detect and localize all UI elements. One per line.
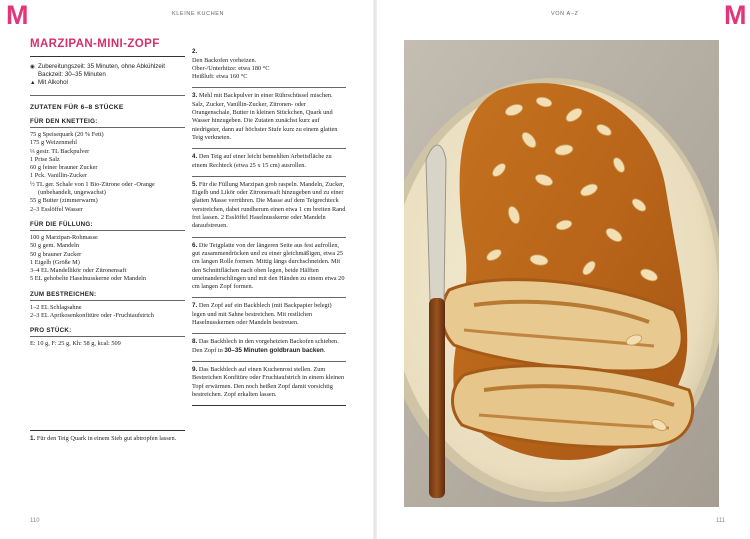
page-number-right: 111 bbox=[716, 518, 726, 524]
step-1 bbox=[30, 431, 185, 449]
prep-time: Zubereitungszeit: 35 Minuten, ohne Abkühlzeit bbox=[38, 63, 165, 70]
step-number: 3. bbox=[192, 92, 198, 100]
running-head-right: VON A–Z bbox=[551, 11, 579, 17]
divider bbox=[192, 405, 346, 406]
ingredient-item: 175 g Weizenmehl bbox=[30, 139, 77, 147]
ingredient-item: ⅓ gestr. TL Backpulver bbox=[30, 147, 90, 155]
step-text: Mehl mit Backpulver in einer Rührschüssel mischen. Salz, Zucker, Vanillin-Zucker, Zitronen- oder Orangenschale, Butter in kleinen Stückchen, Quark und Wasser hinzugeben. Die Zutaten zunächst kurz auf niedrigster, dann auf höchster Stufe kurz zu einem glatten Teig verkneten. bbox=[192, 92, 338, 141]
nutrition-values: E: 10 g, F: 25 g, Kh: 58 g, kcal: 509 bbox=[30, 340, 121, 348]
ingredient-item: 1 Pck. Vanillin-Zucker bbox=[30, 172, 88, 180]
alcohol-note: Mit Alkohol bbox=[38, 79, 68, 86]
ingredient-item: 50 g gem. Mandeln bbox=[30, 242, 79, 250]
ingredient-item: (unbehandelt, ungewachst) bbox=[38, 189, 106, 197]
alcohol-icon: ▲ bbox=[30, 80, 36, 86]
step-text: Den Zopf auf ein Backblech (mit Backpapier belegt) legen und mit Sahne bestreichen. Mit restlichen Haselnusskernen oder Mandeln bestreuen. bbox=[192, 302, 332, 327]
glaze-heading: ZUM BESTREICHEN: bbox=[30, 290, 97, 298]
divider bbox=[30, 230, 185, 231]
ingredient-item: 2–3 EL Aprikosenkonfitüre oder -Fruchtaufstrich bbox=[30, 312, 154, 320]
ingredient-item: 50 g brauner Zucker bbox=[30, 250, 82, 258]
ingredients-column bbox=[30, 38, 185, 349]
divider bbox=[30, 300, 185, 301]
divider bbox=[30, 56, 185, 57]
step-1-block bbox=[30, 430, 185, 449]
alphabet-tab-left: M bbox=[6, 0, 29, 30]
ingredient-item: 55 g Butter (zimmerwarm) bbox=[30, 197, 98, 205]
ingredient-item: 2–3 Esslöffel Wasser bbox=[30, 205, 83, 213]
step-8 bbox=[192, 334, 346, 361]
step-text: Den Backofen vorheizen. Ober-/Unterhitze: etwa 180 °C Heißluft: etwa 160 °C bbox=[192, 56, 270, 81]
step-number: 5. bbox=[192, 180, 198, 188]
step-text: Für die Füllung Marzipan grob raspeln. Mandeln, Zucker, Eigelb und Likör oder Zitronensaft hinzugeben und zu einer glatten Masse verrühren. Die Masse auf dem Teigrechteck verstreichen, dabei rundherum einen etwa 1 cm breiten Rand frei lassen. 2 Esslöffel Haselnusskerne oder Mandeln daraufstreuen. bbox=[192, 180, 346, 230]
step-number: 6. bbox=[192, 241, 198, 249]
step-number: 1. bbox=[30, 435, 36, 442]
step-6 bbox=[192, 238, 346, 298]
ingredient-item: 5 EL gehobelte Haselnusskerne oder Mandeln bbox=[30, 275, 147, 283]
bake-time: Backzeit: 30–35 Minuten bbox=[38, 71, 106, 78]
step-2 bbox=[192, 38, 346, 87]
book-gutter bbox=[373, 0, 377, 539]
step-text: Das Backblech auf einen Kuchenrost stellen. Zum Bestreichen Konfitüre oder Fruchtaufstrich in einem kleinen Topf erwärmen. Den noch heißen Zopf damit vorsichtig bestreichen. Zopf erkalten lassen. bbox=[192, 365, 345, 398]
ingredient-item: 1 Prise Salz bbox=[30, 155, 60, 163]
dough-ingredients bbox=[30, 131, 185, 214]
divider bbox=[30, 336, 185, 337]
step-number: 4. bbox=[192, 153, 198, 161]
recipe-title: MARZIPAN-MINI-ZOPF bbox=[30, 38, 160, 50]
ingredient-item: 60 g feiner brauner Zucker bbox=[30, 164, 98, 172]
photo-illustration bbox=[404, 40, 719, 507]
filling-heading: FÜR DIE FÜLLUNG: bbox=[30, 220, 93, 228]
step-text: Für den Teig Quark in einem Sieb gut abtropfen lassen. bbox=[36, 435, 177, 442]
servings-heading: ZUTATEN FÜR 6–8 STÜCKE bbox=[30, 104, 124, 111]
step-4 bbox=[192, 149, 346, 176]
nutrition-heading: PRO STÜCK: bbox=[30, 327, 72, 335]
recipe-meta bbox=[30, 63, 185, 87]
marzipan-braid-photo bbox=[404, 40, 719, 507]
steps-column bbox=[192, 38, 346, 406]
ingredient-item: 1 Eigelb (Größe M) bbox=[30, 258, 80, 266]
step-text: Das Backblech in den vorgeheizten Backofen schieben. Den Zopf in bbox=[192, 338, 339, 354]
divider bbox=[30, 127, 185, 128]
divider bbox=[30, 95, 185, 96]
ingredient-item: 100 g Marzipan-Rohmasse bbox=[30, 233, 98, 241]
step-number: 8. bbox=[192, 338, 198, 346]
step-7 bbox=[192, 298, 346, 333]
step-number: 7. bbox=[192, 302, 198, 310]
step-number: 2. bbox=[192, 48, 198, 56]
step-5 bbox=[192, 177, 346, 237]
step-text: Die Teigplatte von der längeren Seite aus fest aufrollen, gut zusammendrücken und zu einer gleichmäßigen, etwa 25 cm langen Rolle formen. Mittig längs durchschneiden. Mit den Schnittflächen nach oben legen, beide Hälften umeinanderschlingen und mit den Händen zu einem etwa 20 cm langen Zopf formen. bbox=[192, 241, 345, 291]
clock-icon: ◉ bbox=[30, 64, 35, 70]
alphabet-tab-right: M bbox=[724, 0, 747, 30]
ingredient-item: ½ TL ger. Schale von 1 Bio-Zitrone oder -Orange bbox=[30, 180, 155, 188]
step-9 bbox=[192, 362, 346, 405]
ingredient-item: 3–4 EL Mandellikör oder Zitronensaft bbox=[30, 267, 127, 275]
step-emphasis: 30–35 Minuten goldbraun backen bbox=[224, 346, 324, 354]
ingredient-item: 75 g Speisequark (20 % Fett) bbox=[30, 131, 104, 138]
knife-blade bbox=[426, 145, 446, 300]
step-3 bbox=[192, 88, 346, 148]
ingredient-item: 1–2 EL Schlagsahne bbox=[30, 303, 82, 311]
glaze-ingredients bbox=[30, 304, 185, 321]
page-number-left: 110 bbox=[30, 518, 40, 524]
dough-heading: FÜR DEN KNETTEIG: bbox=[30, 118, 98, 125]
running-head-left: KLEINE KUCHEN bbox=[172, 11, 225, 17]
step-text: . bbox=[323, 346, 326, 354]
filling-ingredients bbox=[30, 234, 185, 284]
step-text: Den Teig auf einer leicht bemehlten Arbeitsfläche zu einem Rechteck (etwa 25 x 15 cm) ausrollen. bbox=[192, 153, 332, 169]
step-number: 9. bbox=[192, 365, 198, 373]
knife-handle bbox=[429, 298, 445, 498]
